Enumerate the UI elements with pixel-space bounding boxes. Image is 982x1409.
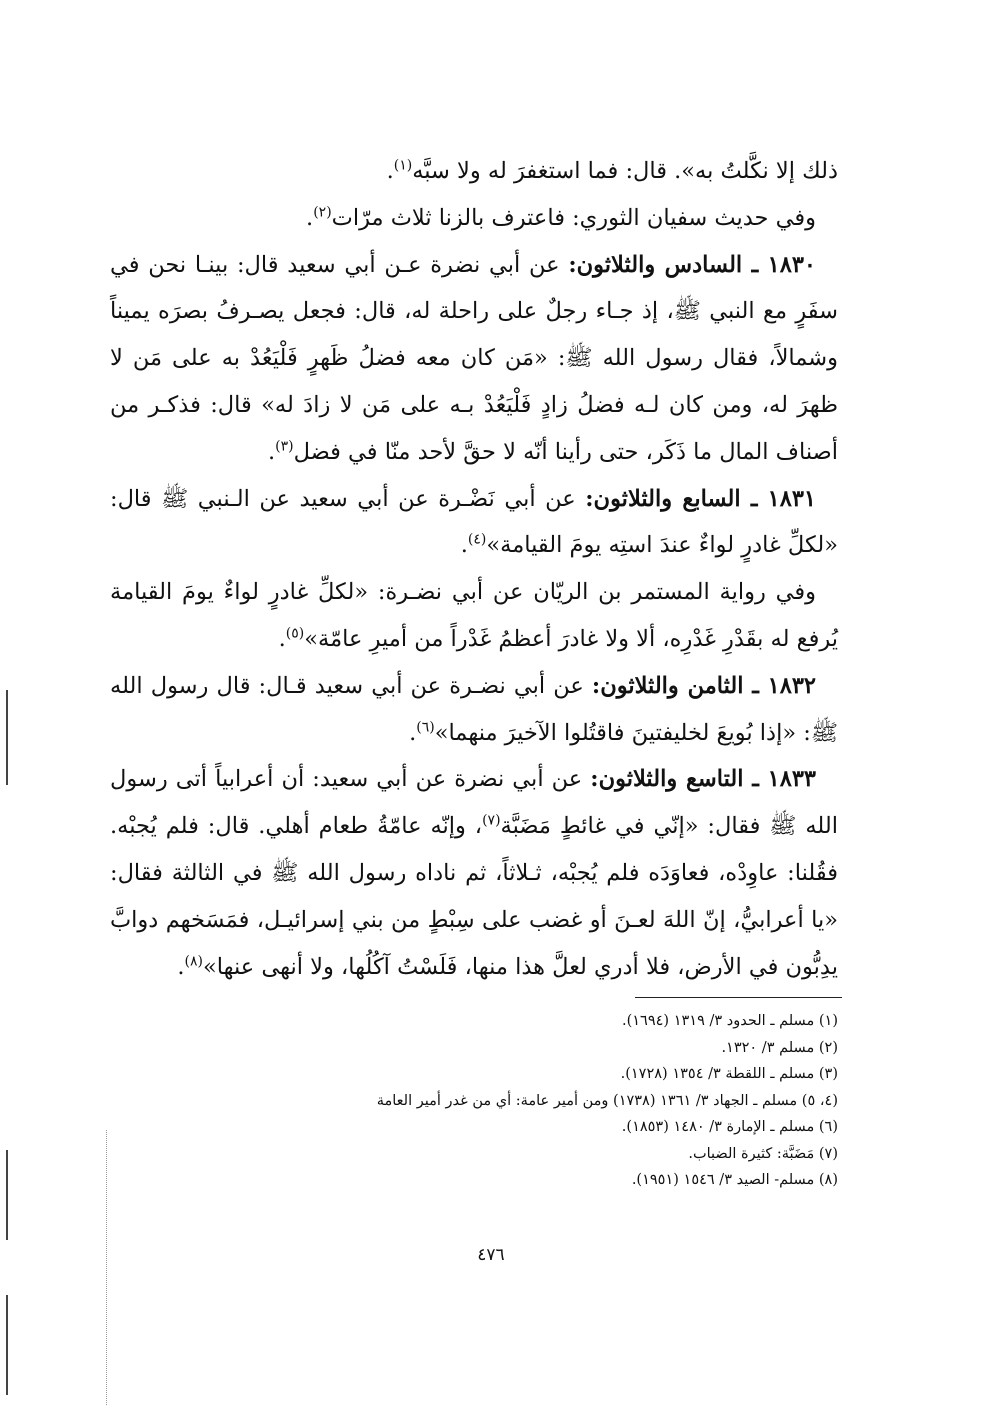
footnote-1: (١) مسلم ـ الحدود ٣/ ١٣١٩ (١٦٩٤). — [621, 1013, 838, 1029]
hadith-number-label: ١٨٣١ ـ السابع والثلاثون: — [585, 485, 817, 512]
scan-margin-dots — [106, 1130, 107, 1405]
paragraph-text-continued: ، وإنّه عامّةُ طعام أهلي. قال: فلم يُجبْه. فقُلنا: عاوِدْه، فعاوَدَه فلم يُجبْه، ثـلاثاً، ثم ناداه رسول الله ﷺ في الثالثة فقال: «يا أعرابيُّ، إنّ اللهَ لعـنَ أو غضب على سِبْطٍ من بني إسرائيـل، فمَسَخهم دوابَّ يدِبُّون في الأرض، فلا أدري لعلَّ هذا منها، فَلَسْتُ آكُلُها، ولا أنهى عنها» — [110, 813, 838, 980]
hadith-1831 — [110, 476, 838, 570]
paragraph-tail: . — [278, 625, 286, 652]
footnote-ref: (٨) — [184, 953, 204, 970]
paragraph-text: عن أبي نضرة عـن أبي سعيد قال: بينـا نحن في سفَرٍ مع النبي ﷺ، إذ جـاء رجلٌ على راحلة له، قال: فجعل يصـرفُ بصرَه يميناً وشمالاً، فقال رسول الله ﷺ: «مَن كان معه فضلُ ظَهرٍ فَلْيَعُدْ به على مَن لا ظهرَ له، ومن كان لـه فضلُ زادٍ فَلْيَعُدْ بـه على مَن لا زادَ له» قال: فذكـر من أصناف المال ما ذَكَر، حتى رأينا أنّه لا حقَّ لأحد منّا في فضل — [110, 251, 838, 465]
hadith-1833 — [110, 756, 838, 990]
footnote-ref: (٥) — [285, 625, 305, 642]
footnote-4-5: (٤، ٥) مسلم ـ الجهاد ٣/ ١٣٦١ (١٧٣٨) ومن أمير عامة: أي من غدر أمير العامة — [376, 1092, 838, 1109]
footnote-ref: (٦) — [416, 719, 435, 736]
footnote-8: (٨) مسلم- الصيد ٣/ ١٥٤٦ (١٩٥١). — [631, 1172, 838, 1188]
paragraph-text: وفي حديث سفيان الثوري: فاعترف بالزنا ثلاث مرّات — [331, 204, 816, 231]
paragraph-text: ذلك إلا نكَّلتُ به». قال: فما استغفرَ له ولا سبَّه — [412, 158, 838, 184]
paragraph-thawri — [110, 195, 838, 242]
footnote-7: (٧) مَضَبَّة: كثيرة الضباب. — [688, 1145, 838, 1162]
scan-edge-bottom — [6, 1295, 8, 1395]
paragraph-text: وفي رواية المستمر بن الريّان عن أبي نضـرة: «لكلِّ غادرٍ لواءٌ يومَ القيامة يُرفع له بقَدْرِ غَدْرِه، ألا ولا غادرَ أعظمُ غَدْراً من أميرِ عامّة» — [110, 579, 838, 652]
paragraph-tail: . — [409, 719, 417, 746]
paragraph-tail: . — [267, 438, 276, 465]
paragraph-text: عن أبي نضرة عن أبي سعيد: أن أعرابياً أتى رسول الله ﷺ فقال: «إنّي في غائطٍ مَضَبَّة — [110, 766, 838, 840]
scan-edge-top — [6, 690, 8, 785]
hadith-1830 — [110, 242, 838, 476]
hadith-1832 — [110, 663, 838, 757]
footnote-3: (٣) مسلم ـ اللقطة ٣/ ١٣٥٤ (١٧٢٨). — [620, 1066, 838, 1082]
footnote-6: (٦) مسلم ـ الإمارة ٣/ ١٤٨٠ (١٨٥٣). — [621, 1119, 838, 1135]
paragraph-text: عن أبي نضـرة عن أبي سعيد قـال: قال رسول الله ﷺ: «إذا بُويعَ لخليفتينَ فاقتُلوا الآخيرَ منهما» — [110, 672, 838, 746]
body-text — [110, 148, 838, 990]
footnotes — [110, 1008, 838, 1194]
paragraph-tail: . — [306, 204, 314, 231]
footnote-2: (٢) مسلم ٣/ ١٣٢٠. — [721, 1039, 838, 1056]
footnote-ref: (١) — [393, 157, 413, 174]
footnote-separator — [635, 997, 842, 998]
paragraph-continuation — [110, 148, 838, 195]
page-number: ٤٧٦ — [477, 1245, 505, 1265]
hadith-number-label: ١٨٣٢ ـ الثامن والثلاثون: — [591, 672, 816, 699]
footnote-ref: (٣) — [275, 438, 294, 455]
paragraph-tail: . — [386, 158, 394, 184]
footnote-ref: (٢) — [313, 204, 332, 221]
scan-edge-middle — [6, 1150, 8, 1240]
paragraph-tail: . — [460, 532, 468, 559]
paragraph-tail: . — [177, 953, 185, 980]
footnote-ref: (٤) — [467, 531, 487, 548]
hadith-number-label: ١٨٣٣ ـ التاسع والثلاثون: — [590, 766, 816, 793]
paragraph-mustamir-variant — [110, 569, 838, 663]
footnote-ref: (٧) — [482, 812, 501, 829]
page-body — [110, 148, 838, 990]
hadith-number-label: ١٨٣٠ ـ السادس والثلاثون: — [568, 251, 816, 278]
paragraph-text: عن أبي نَضْـرة عن أبي سعيد عن الـنبي ﷺ قال: «لكلِّ غادرٍ لواءٌ عندَ استِه يومَ القيامة» — [110, 485, 838, 559]
